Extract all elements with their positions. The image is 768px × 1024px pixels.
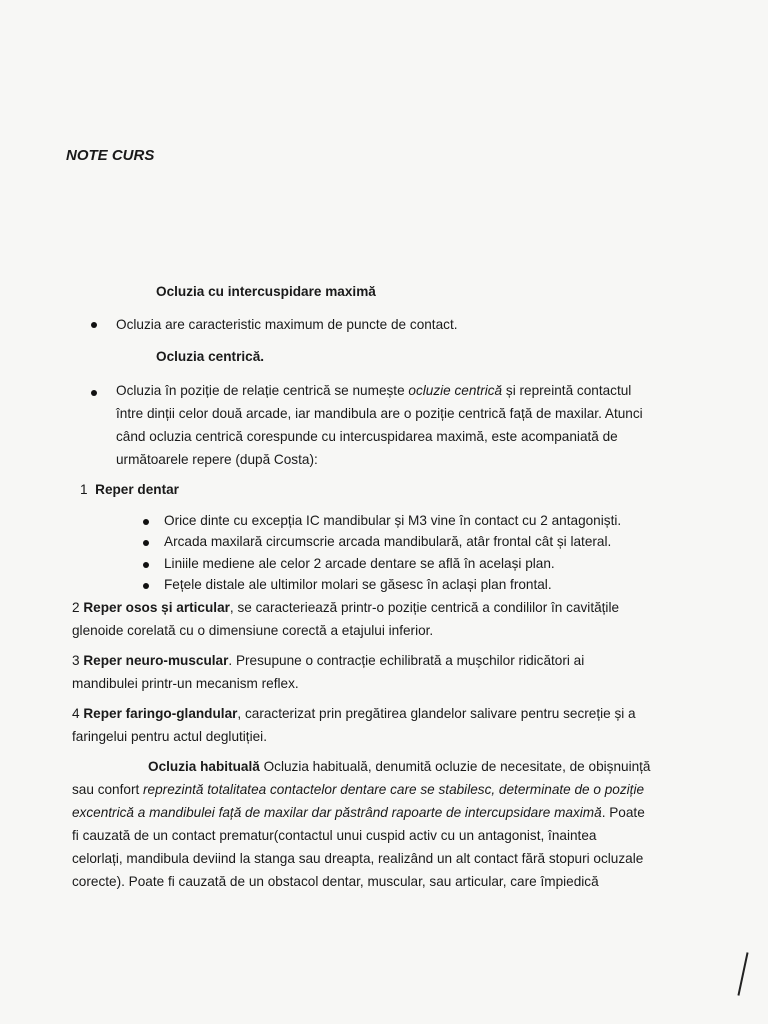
text-line: glenoide corelată cu o dimensiune corectă a etajului inferior. (72, 623, 434, 638)
text-line: corecte). Poate fi cauzată de un obstacol dentar, muscular, sau articular, care împiedică (72, 874, 599, 889)
text-line: când ocluzia centrică corespunde cu intercuspidarea maximă, este acompaniată de (116, 429, 618, 444)
text-line: 2 Reper osos și articular, se caracteriează printr-o poziție centrică a condililor în cavitățile (72, 600, 620, 615)
list-item: Orice dinte cu excepția IC mandibular și M3 vine în contact cu 2 antagoniști. (164, 513, 622, 528)
text-line: mandibulei printr-un mecanism reflex. (72, 676, 299, 691)
text-line: celorlați, mandibula deviind la stanga sau dreapta, realizând un alt contact fără stopuri ocluzale (72, 851, 644, 866)
reper-dentar-heading: 1 Reper dentar (80, 482, 179, 497)
text-line: 4 Reper faringo-glandular, caracterizat prin pregătirea glandelor salivare pentru secreție și a (72, 706, 636, 721)
paragraph-ocluzia-centrica (116, 379, 643, 471)
text-line: sau confort reprezintă totalitatea contactelor dentare care se stabilesc, determinate de o poziție (72, 782, 645, 797)
text-line: excentrică a mandibulei față de maxilar dar păstrând rapoarte de intercupsidare maximă. Poate (72, 805, 645, 820)
paragraph-ocluzia-habituala (72, 755, 651, 893)
text-line: Ocluzia în poziție de relație centrică se numește ocluzie centrică și repreintă contactul (116, 383, 632, 398)
bullet-dot (143, 540, 149, 546)
bullet-text: Ocluzia are caracteristic maximum de puncte de contact. (116, 317, 458, 332)
text-line: între dinții celor două arcade, iar mandibula are o poziție centrică față de maxilar. Atunci (116, 406, 643, 421)
paragraph-reper-osos (72, 596, 619, 642)
heading-ocluzia-centrica: Ocluzia centrică. (156, 349, 265, 364)
heading-intercuspidare: Ocluzia cu intercuspidare maximă (156, 284, 376, 299)
bullet-dot (91, 322, 97, 328)
bullet-dot (91, 390, 97, 396)
text-line: fi cauzată de un contact prematur(contactul unui cuspid activ cu un antagonist, înaintea (72, 828, 597, 843)
text-line: următoarele repere (după Costa): (116, 452, 318, 467)
text-line: Ocluzia habituală Ocluzia habituală, denumită ocluzie de necesitate, de obișnuință (148, 759, 651, 774)
bullet-dot (143, 583, 149, 589)
paragraph-reper-faringo (72, 702, 636, 748)
pen-mark (737, 952, 748, 995)
list-item: Fețele distale ale ultimilor molari se găsesc în aclași plan frontal. (164, 577, 552, 592)
bullet-dot (143, 562, 149, 568)
text-line: faringelui pentru actul deglutiției. (72, 729, 267, 744)
bullet-dot (143, 519, 149, 525)
list-item: Arcada maxilară circumscrie arcada mandibulară, atâr frontal cât și lateral. (164, 534, 612, 549)
list-item: Liniile mediene ale celor 2 arcade dentare se află în același plan. (164, 556, 555, 571)
text-line: 3 Reper neuro-muscular. Presupune o contracție echilibrată a mușchilor ridicători ai (72, 653, 585, 668)
page-title: NOTE CURS (66, 147, 155, 164)
paragraph-reper-neuro (72, 649, 584, 695)
